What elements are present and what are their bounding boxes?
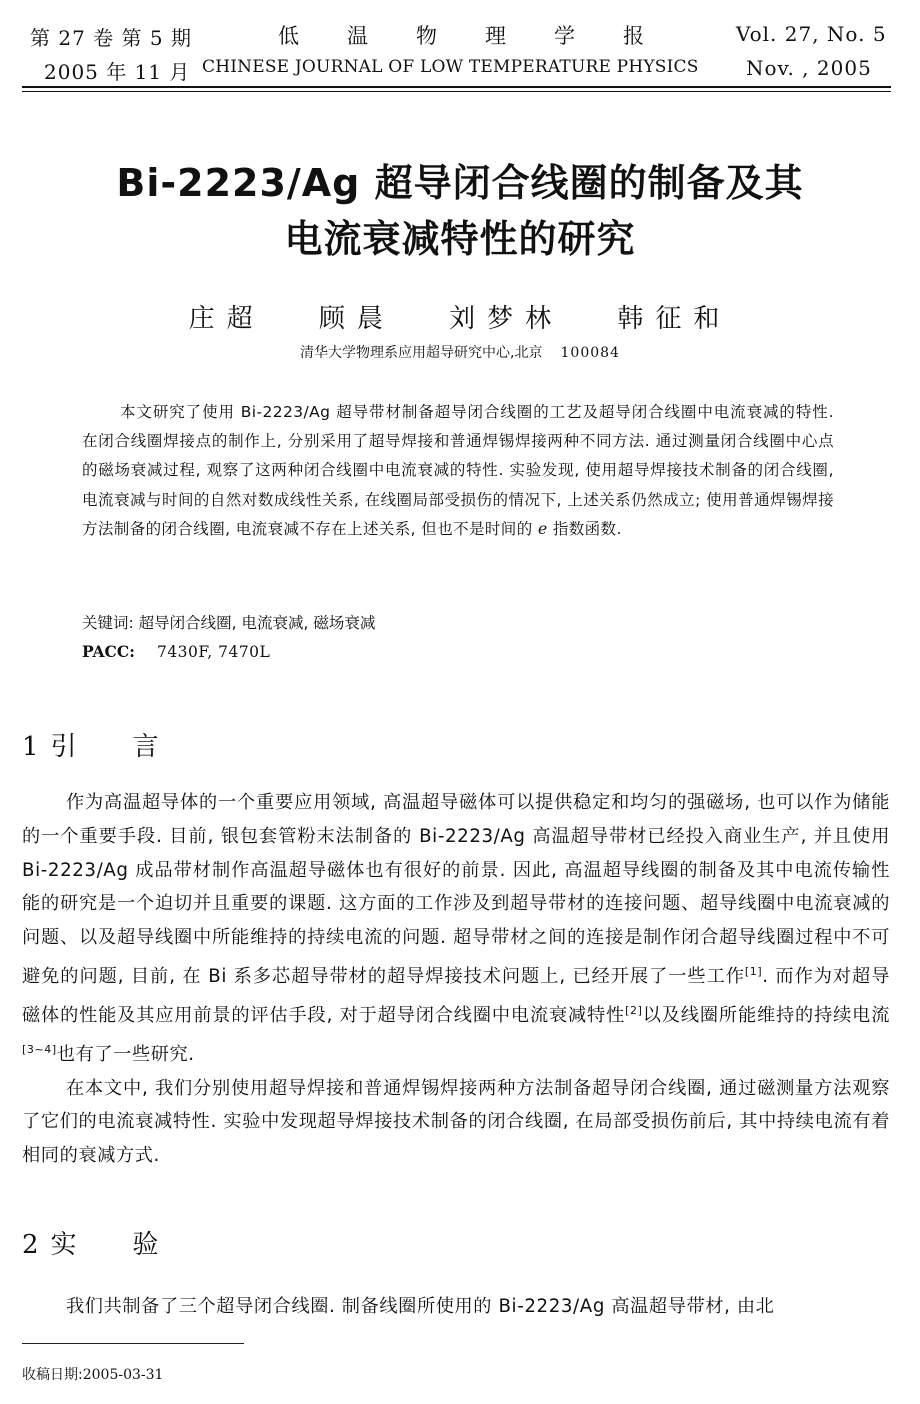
section-1-paragraph-2: 在本文中, 我们分别使用超导焊接和普通焊锡焊接两种方法制备超导闭合线圈, 通过磁测量方法观察了它们的电流衰减特性. 实验中发现超导焊接技术制备的闭合线圈, 在局部受损伤前后, 其中持续电流有着相同的衰减方式. [22, 1077, 890, 1167]
affiliation-zip: 100084 [560, 345, 620, 361]
author-2: 顾晨 [318, 304, 395, 334]
header-journal-en: CHINESE JOURNAL OF LOW TEMPERATURE PHYSICS [202, 57, 699, 77]
section-1-heading [22, 726, 215, 763]
section-2-title: 实验 [50, 1230, 215, 1260]
section-1-p1-part-d: 也有了一些研究. [56, 1043, 195, 1065]
keywords [82, 611, 375, 633]
received-label: 收稿日期: [22, 1367, 83, 1383]
section-1-number: 1 [22, 732, 39, 762]
abstract-end: 指数函数. [547, 519, 622, 538]
received-value: 2005-03-31 [82, 1367, 164, 1383]
abstract-text: 本文研究了使用 Bi-2223/Ag 超导带材制备超导闭合线圈的工艺及超导闭合线圈中电流衰减的特性. 在闭合线圈焊接点的制作上, 分别采用了超导焊接和普通焊锡焊接两种不同方法. 通过测量闭合线圈中心点的磁场衰减过程, 观察了这两种闭合线圈中电流衰减的特性. 实验发现, 使用超导焊接技术制备的闭合线圈, 电流衰减与时间的自然对数成线性关系, 在线圈局部受损伤的情况下, 上述关系仍然成立; 使用普通焊锡焊接方法制备的闭合线圈, 电流衰减不存在上述关系, 但也不是时间的 [82, 403, 834, 538]
header-volume-en: Vol. 27, No. 5 [736, 22, 887, 46]
keywords-label: 关键词: [82, 614, 134, 632]
author-4: 韩征和 [617, 304, 732, 334]
header-volume-cn: 第 27 卷 第 5 期 [30, 26, 192, 50]
section-1-paragraph-1 [22, 786, 890, 1072]
paper-title-line2: 电流衰减特性的研究 [284, 217, 636, 261]
abstract-e-symbol: e [537, 519, 548, 538]
section-2-heading [22, 1224, 215, 1261]
author-list [0, 298, 920, 335]
keywords-text: 超导闭合线圈, 电流衰减, 磁场衰减 [138, 614, 376, 632]
section-2-paragraph-1: 我们共制备了三个超导闭合线圈. 制备线圈所使用的 Bi-2223/Ag 高温超导带材, 由北 [66, 1296, 775, 1317]
section-1-body [22, 786, 890, 1173]
footnote-rule [22, 1343, 244, 1344]
section-1-title: 引言 [50, 732, 215, 762]
header-rule-thick [22, 86, 891, 88]
pacc-value: 7430F, 7470L [156, 643, 271, 661]
abstract [82, 398, 834, 544]
section-2-number: 2 [22, 1230, 39, 1260]
header-journal-cn: 低温物理学报 [278, 24, 692, 48]
affiliation-name: 清华大学物理系应用超导研究中心,北京 [300, 345, 543, 361]
header-rule-thin [22, 91, 891, 92]
pacc-label: PACC: [82, 642, 135, 661]
paper-title-line1: Bi-2223/Ag 超导闭合线圈的制备及其 [116, 161, 804, 205]
ref-3-4: [3~4] [22, 1042, 57, 1056]
section-1-p1-part-c: 以及线圈所能维持的持续电流 [642, 1004, 890, 1026]
author-3: 刘梦林 [449, 304, 564, 334]
received-date [22, 1364, 163, 1384]
header-date-cn: 2005 年 11 月 [44, 60, 191, 84]
section-1-p1-part-a: 作为高温超导体的一个重要应用领域, 高温超导磁体可以提供稳定和均匀的强磁场, 也可以作为储能的一个重要手段. 目前, 银包套管粉末法制备的 Bi-2223/Ag 高温超导带材已经投入商业生产, 并且使用 Bi-2223/Ag 成品带材制作高温超导磁体也有很好的前景. 因此, 高温超导线圈的制备及其中电流传输性能的研究是一个迫切并且重要的课题. 这方面的工作涉及到超导带材的连接问题、超导线圈中电流衰减的问题、以及超导线圈中所能维持的持续电流的问题. 超导带材之间的连接是制作闭合超导线圈过程中不可避免的问题, 目前, 在 Bi 系多芯超导带材的超导焊接技术问题上, 已经开展了一些工作 [22, 792, 890, 988]
ref-2: [2] [625, 1003, 643, 1017]
ref-1: [1] [744, 964, 763, 978]
author-1: 庄超 [188, 304, 265, 334]
header-date-en: Nov. , 2005 [746, 56, 872, 80]
affiliation [0, 342, 920, 362]
section-2-body [22, 1290, 890, 1324]
pacc [82, 642, 270, 661]
section-1-p1-part-b: . 而作为对超导磁体的性能及其应用前景的评估手段, 对于超导闭合线圈中电流衰减特性 [22, 966, 890, 1026]
